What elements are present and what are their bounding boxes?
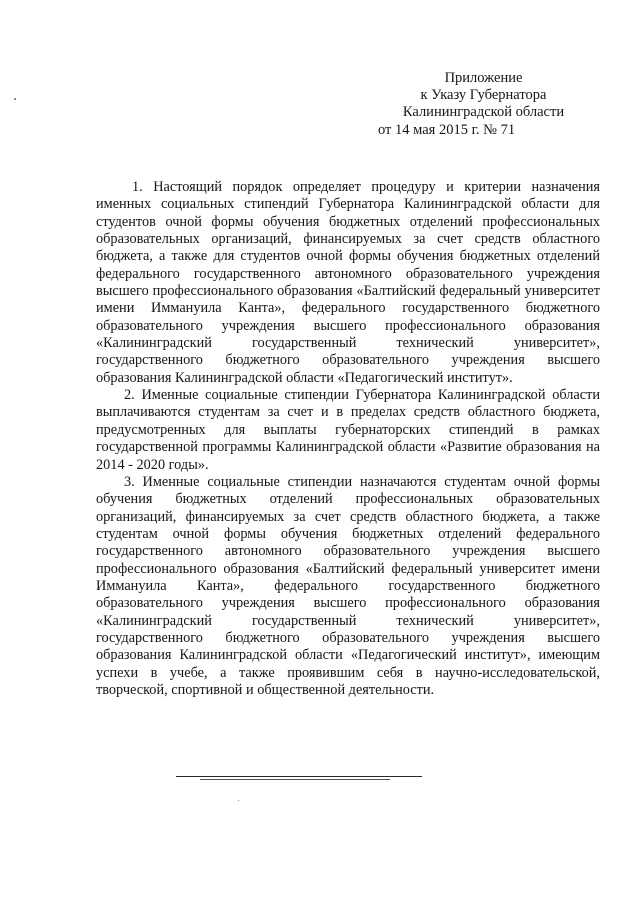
appendix-title: Приложение xyxy=(444,70,523,86)
paragraph-1: 1. Настоящий порядок определяет процедуру и критерии назначения именных социальных стипендий Губернатора Калининградской области для студентов очной формы обучения бюджетных отделений профессиональных образовательных организаций, финансируемых за счет средств областного бюджета, а также для студентов очной формы обучения бюджетных отделений федерального государственного автономного образовательного учреждения высшего профессионального образования «Балтийский федеральный университет имени Иммануила Канта», федерального государственного бюджетного образовательного учреждения высшего профессионального образования «Калининградский государственный технический университет», государственного бюджетного образовательного учреждения высшего образования Калининградской области «Педагогический институт». xyxy=(96,179,600,386)
scan-speck xyxy=(238,800,239,801)
appendix-region: Калининградской области xyxy=(402,104,565,121)
paragraph-2: 2. Именные социальные стипендии Губернатора Калининградской области выплачиваются студентам за счет и в пределах средств областного бюджета, предусмотренных для выплаты губернаторских стипендий в рамках государственной программы Калининградской области «Развитие образования на 2014 - 2020 годы». xyxy=(96,387,600,473)
closing-rule-shadow xyxy=(200,779,390,780)
appendix-header xyxy=(376,70,591,139)
document-body xyxy=(96,179,600,699)
scan-speck xyxy=(14,98,16,100)
appendix-decree-ref: к Указу Губернатора xyxy=(420,87,547,104)
paragraph-3: 3. Именные социальные стипендии назначаются студентам очной формы обучения бюджетных отделений профессиональных образовательных организаций, финансируемых за счет средств областного бюджета, а также студентам очной формы обучения бюджетных отделений федерального государственного автономного образовательного учреждения высшего профессионального образования «Балтийский федеральный университет имени Иммануила Канта», федерального государственного бюджетного образовательного учреждения высшего профессионального образования «Калининградский государственный технический университет», государственного бюджетного образовательного учреждения высшего образования Калининградской области «Педагогический институт», имеющим успехи в учебе, а также проявившим себя в научно-исследовательской, творческой, спортивной и общественной деятельности. xyxy=(96,473,600,698)
appendix-date-number: от 14 мая 2015 г. № 71 xyxy=(378,121,516,138)
closing-rule xyxy=(176,776,422,777)
